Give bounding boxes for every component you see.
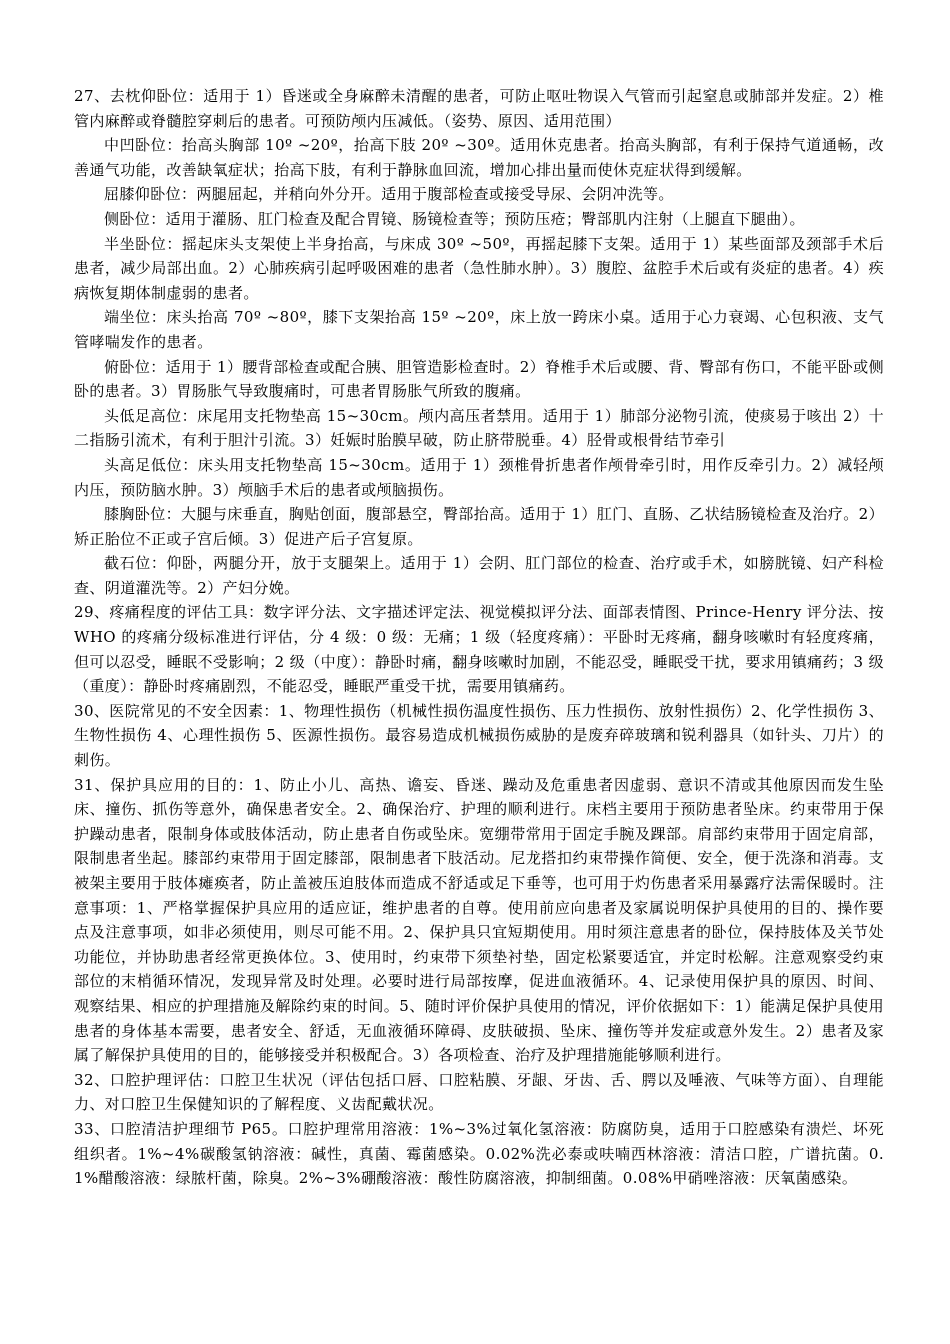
paragraph-knee-chest: 膝胸卧位：大腿与床垂直，胸贴创面，腹部悬空，臀部抬高。适用于 1）肛门、直肠、乙状结肠镜检查及治疗。2）矫正胎位不正或子宫后倾。3）促进产后子宫复原。	[74, 505, 884, 548]
paragraph-30-unsafe-factors: 30、医院常见的不安全因素：1、物理性损伤（机械性损伤温度性损伤、压力性损伤、放射性损伤）2、化学性损伤 3、生物性损伤 4、心理性损伤 5、医源性损伤。最容易造成机械损伤威胁的是废弃碎玻璃和锐利器具（如针头、刀片）的刺伤。	[74, 701, 884, 770]
paragraph-lateral-position: 侧卧位：适用于灌肠、肛门检查及配合胃镜、肠镜检查等；预防压疮；臀部肌内注射（上腿直下腿曲）。	[104, 209, 805, 228]
paragraph-knee-flexed-supine: 屈膝仰卧位：两腿屈起，并稍向外分开。适用于腹部检查或接受导尿、会阴冲洗等。	[104, 185, 674, 204]
paragraph-sitting-position: 端坐位：床头抬高 70º ~80º，膝下支架抬高 15º ~20º，床上放一跨床小桌。适用于心力衰竭、心包积液、支气管哮喘发作的患者。	[74, 308, 884, 351]
paragraph-29-pain-assessment: 29、疼痛程度的评估工具：数字评分法、文字描述评定法、视觉模拟评分法、面部表情图、Prince-Henry 评分法、按 WHO 的疼痛分级标准进行评估，分 4 级：0 级：无痛；1 级（轻度疼痛）：平卧时无疼痛，翻身咳嗽时有轻度疼痛，但可以忍受，睡眠不受影响；2 级（中度）：静卧时痛，翻身咳嗽时加剧，不能忍受，睡眠受干扰，要求用镇痛药；3 级（重度）：静卧时疼痛剧烈，不能忍受，睡眠严重受干扰，需要用镇痛药。	[74, 603, 884, 696]
paragraph-head-low-feet-high: 头低足高位：床尾用支托物垫高 15~30cm。颅内高压者禁用。适用于 1）肺部分泌物引流，使痰易于咳出 2）十二指肠引流术，有利于胆汁引流。3）妊娠时胎膜早破，防止脐带脱垂。4）胫骨或根骨结节牵引	[74, 406, 884, 450]
paragraph-semi-fowler: 半坐卧位：摇起床头支架使上半身抬高，与床成 30º ~50º，再摇起膝下支架。适用于 1）某些面部及颈部手术后患者，减少局部出血。2）心肺疾病引起呼吸困难的患者（急性肺水肿）。3）腹腔、盆腔手术后或有炎症的患者。4）疾病恢复期体制虚弱的患者。	[74, 234, 884, 302]
document-page	[74, 84, 884, 1191]
paragraph-trendelenburg-modified: 中凹卧位：抬高头胸部 10º ~20º，抬高下肢 20º ~30º。适用休克患者。抬高头胸部，有利于保持气道通畅，改善通气功能，改善缺氧症状；抬高下肢，有利于静脉血回流，增加心排出量而使休克症状得到缓解。	[74, 136, 884, 179]
paragraph-head-high-feet-low: 头高足低位：床头用支托物垫高 15~30cm。适用于 1）颈椎骨折患者作颅骨牵引时，用作反牵引力。2）减轻颅内压，预防脑水肿。3）颅脑手术后的患者或颅脑损伤。	[74, 455, 884, 499]
paragraph-31-protective-devices: 31、保护具应用的目的：1、防止小儿、高热、谵妄、昏迷、躁动及危重患者因虚弱、意识不清或其他原因而发生坠床、撞伤、抓伤等意外，确保患者安全。2、确保治疗、护理的顺利进行。床档主要用于预防患者坠床。约束带用于保护躁动患者，限制身体或肢体活动，防止患者自伤或坠床。宽绷带常用于固定手腕及踝部。肩部约束带用于固定肩部，限制患者坐起。膝部约束带用于固定膝部，限制患者下肢活动。尼龙搭扣约束带操作简便、安全，便于洗涤和消毒。支被架主要用于肢体瘫痪者，防止盖被压迫肢体而造成不舒适或足下垂等，也可用于灼伤患者采用暴露疗法需保暖时。注意事项：1、严格掌握保护具应用的适应证，维护患者的自尊。使用前应向患者及家属说明保护具使用的目的、操作要点及注意事项，如非必须使用，则尽可能不用。2、保护具只宜短期使用。用时须注意患者的卧位，保持肢体及关节处功能位，并协助患者经常更换体位。3、使用时，约束带下须垫衬垫，固定松紧要适宜，并定时松解。注意观察受约束部位的末梢循环情况，发现异常及时处理。必要时进行局部按摩，促进血液循环。4、记录使用保护具的原因、时间、观察结果、相应的护理措施及解除约束的时间。5、随时评价保护具使用的情况，评价依据如下：1）能满足保护具使用患者的身体基本需要，患者安全、舒适，无血液循环障碍、皮肤破损、坠床、撞伤等并发症或意外发生。2）患者及家属了解保护具使用的目的，能够接受并积极配合。3）各项检查、治疗及护理措施能够顺利进行。	[74, 775, 884, 1065]
paragraph-lithotomy: 截石位：仰卧，两腿分开，放于支腿架上。适用于 1）会阴、肛门部位的检查、治疗或手术，如膀胱镜、妇产科检查、阴道灌洗等。2）产妇分娩。	[74, 554, 884, 597]
paragraph-32-oral-care-assessment: 32、口腔护理评估：口腔卫生状况（评估包括口唇、口腔粘膜、牙龈、牙齿、舌、腭以及唾液、气味等方面）、自理能力、对口腔卫生保健知识的了解程度、义齿配戴状况。	[74, 1070, 884, 1114]
paragraph-prone-position: 俯卧位：适用于 1）腰背部检查或配合胰、胆管造影检查时。2）脊椎手术后或腰、背、臀部有伤口，不能平卧或侧卧的患者。3）胃肠胀气导致腹痛时，可患者胃肠胀气所致的腹痛。	[74, 357, 884, 401]
paragraph-33-oral-cleaning: 33、口腔清洁护理细节 P65。口腔护理常用溶液：1%~3%过氧化氢溶液：防腐防臭，适用于口腔感染有溃烂、坏死组织者。1%~4%碳酸氢钠溶液：碱性，真菌、霉菌感染。0.02%洗必泰或呋喃西林溶液：清洁口腔，广谱抗菌。0.1%醋酸溶液：绿脓杆菌，除臭。2%~3%硼酸溶液：酸性防腐溶液，抑制细菌。0.08%甲硝唑溶液：厌氧菌感染。	[74, 1119, 884, 1188]
paragraph-27-supine-without-pillow: 27、去枕仰卧位：适用于 1）昏迷或全身麻醉未清醒的患者，可防止呕吐物误入气管而引起窒息或肺部并发症。2）椎管内麻醉或脊髓腔穿刺后的患者。可预防颅内压减低。（姿势、原因、适用范围）	[74, 87, 884, 130]
